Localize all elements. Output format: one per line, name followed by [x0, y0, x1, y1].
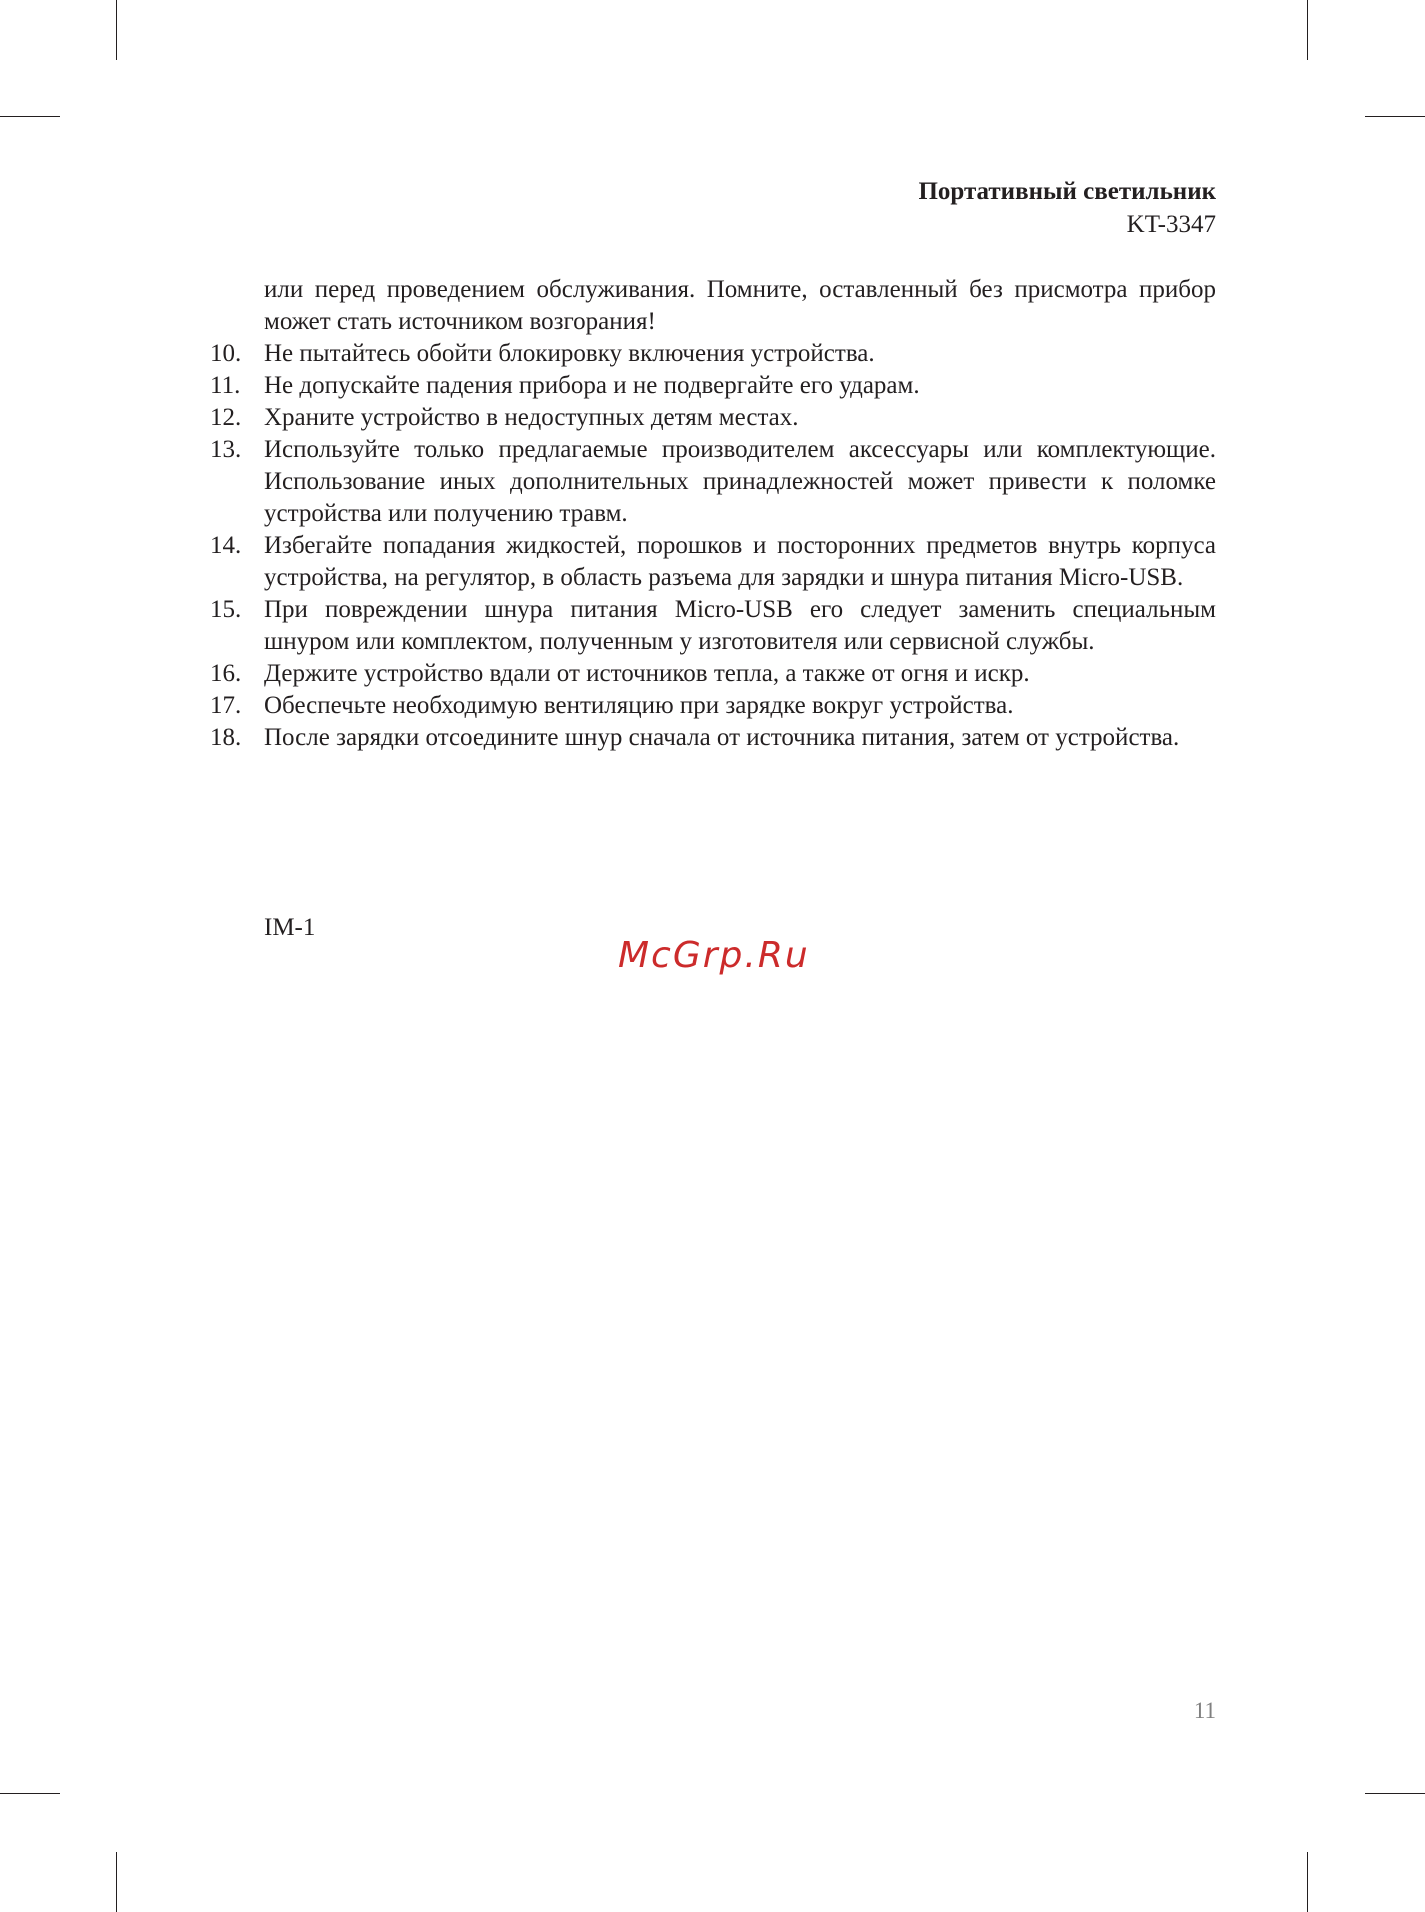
list-item-text: При повреждении шнура питания Micro-USB его следует заменить специальным шнуром или комплектом, полученным у изготовителя или сервисной службы. [264, 596, 1216, 655]
document-id: IM-1 [264, 914, 316, 941]
instruction-list [210, 338, 1216, 754]
product-model: KT-3347 [1126, 211, 1216, 238]
page-number: 11 [1193, 1698, 1216, 1723]
list-item-number: 13. [210, 436, 242, 463]
safety-instructions [210, 274, 1216, 754]
page-header [918, 175, 1216, 241]
list-item-number: 18. [210, 724, 242, 751]
crop-mark-top-right [1307, 0, 1308, 60]
crop-mark-bottom-left-horizontal [0, 1793, 60, 1794]
product-title: Портативный светильник [918, 178, 1216, 205]
list-item-number: 11. [210, 372, 241, 399]
list-item [210, 658, 1216, 690]
list-item [210, 722, 1216, 754]
list-item-number: 17. [210, 692, 242, 719]
list-item-text: После зарядки отсоедините шнур сначала от источника питания, затем от устройства. [264, 724, 1180, 751]
list-item-number: 16. [210, 660, 242, 687]
list-item-text: Избегайте попадания жидкостей, порошков и посторонних предметов внутрь корпуса устройства, на регулятор, в область разъема для зарядки и шнура питания Micro-USB. [264, 532, 1216, 591]
crop-mark-top-left-horizontal [0, 116, 60, 117]
crop-mark-top-right-horizontal [1365, 116, 1425, 117]
list-item-number: 15. [210, 596, 242, 623]
list-item-number: 12. [210, 404, 242, 431]
list-item [210, 594, 1216, 658]
continuation-paragraph: или перед проведением обслуживания. Помните, оставленный без присмотра прибор может стать источником возгорания! [264, 276, 1216, 335]
list-item [210, 338, 1216, 370]
list-item-text: Не пытайтесь обойти блокировку включения устройства. [264, 340, 875, 367]
list-item-text: Храните устройство в недоступных детям местах. [264, 404, 799, 431]
crop-mark-top-left [116, 0, 117, 60]
list-item-text: Держите устройство вдали от источников тепла, а также от огня и искр. [264, 660, 1030, 687]
crop-mark-bottom-right [1307, 1852, 1308, 1912]
list-item [210, 530, 1216, 594]
list-item-number: 14. [210, 532, 242, 559]
list-item [210, 370, 1216, 402]
list-item-text: Используйте только предлагаемые производителем аксессуары или комплектующие. Использование иных дополнительных принадлежностей может привести к поломке устройства или получению травм. [264, 436, 1216, 527]
list-item-text: Не допускайте падения прибора и не подвергайте его ударам. [264, 372, 920, 399]
list-item [210, 402, 1216, 434]
crop-mark-bottom-right-horizontal [1365, 1793, 1425, 1794]
watermark-link[interactable]: McGrp.Ru [618, 935, 810, 976]
list-item [210, 690, 1216, 722]
list-item [210, 434, 1216, 530]
crop-mark-bottom-left [116, 1852, 117, 1912]
list-item-text: Обеспечьте необходимую вентиляцию при зарядке вокруг устройства. [264, 692, 1014, 719]
list-item-number: 10. [210, 340, 242, 367]
